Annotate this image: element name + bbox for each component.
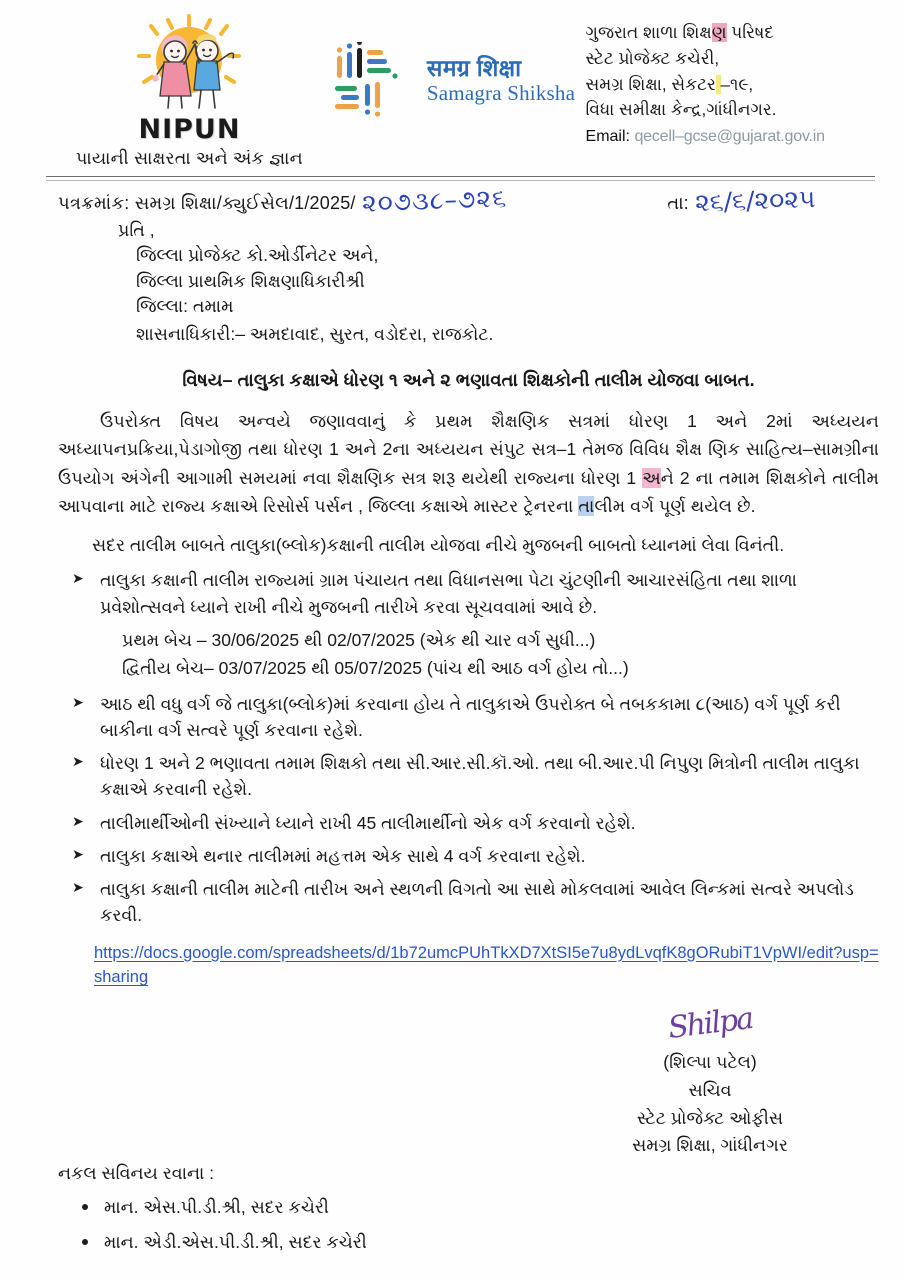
reference-label: પત્રક્રમાંક: સમગ્ર શિક્ષા/ક્યુઈસેલ/1/2025/ [58,193,356,213]
addressee-salutation: પ્રતિ , [118,220,155,240]
paragraph-1-segment-c: લીમ વર્ગ પૂર્ણ થયેલ છે. [594,496,756,516]
samagra-shiksha-text [427,55,575,106]
email-address: qecell–gcse@gujarat.gov.in [634,128,825,146]
instructions-list-continued [58,691,879,929]
list-item: માન. એસ.પી.ડી.શ્રી, સદર કચેરી [58,1194,367,1220]
subject-line: વિષય– તાલુકા કક્ષાએ ધોરણ ૧ અને ૨ ભણાવતા શિક્ષકોની તાલીમ યોજવા બાબત. [182,369,755,390]
batch-line: દ્વિતીય બેચ– 03/07/2025 થી 05/07/2025 (પાંચ થી આઠ વર્ગ હોય તો...) [122,658,629,679]
signatory-designation: સચિવ [688,1080,732,1101]
address-line-3 [586,72,877,98]
addressee-district: જિલ્લા: તમામ [136,296,234,317]
samagra-hindi-text: समग्र शिक्षा [426,54,522,81]
address-line-1-a: ગુજરાત શાળા શિક્ષ [585,23,712,42]
address-line-1-b: પરિષદ [726,23,774,42]
list-item: માન. એડી.એસ.પી.ડી.શ્રી, સદર કચેરી [58,1229,367,1255]
signature-block [560,1000,860,1160]
paragraph-1-highlight-blue: તા [578,496,595,516]
nipun-logo-block [68,14,311,169]
nipun-tagline: પાયાની સાક્ષરતા અને અંક જ્ઞાન [75,148,303,168]
paragraph-1-segment-b: ને 2 ના તમામ શિક્ષકોને તાલીમ આપવાના માટે રાજ્ય કક્ષાએ રિસોર્સ પર્સન , જિલ્લા કક્ષાએ માસ્ટર ટ્રેનરના [58,467,879,516]
date-label: તા: [667,193,689,213]
header-divider-bottom [46,180,875,181]
signatory-name: (શિલ્પા પટેલ) [663,1052,757,1073]
reference-line [58,183,885,218]
handwritten-signature: Shilpa [666,1001,754,1046]
address-line-3-a: સમગ્ર શિક્ષા, સેકટર [585,74,716,94]
email-row [586,125,877,149]
body-lead-in: સદર તાલીમ બાબતે તાલુકા(બ્લોક)કક્ષાની તાલીમ યોજવા નીચે મુજબની બાબતો ધ્યાનમાં લેવા વિનંતી. [92,535,785,556]
address-line-3-b: –૧૯, [720,74,754,94]
address-line-2: સ્ટેટ પ્રોજેક્ટ કચેરી, [585,48,720,68]
copy-to-title: નકલ સવિનય રવાના : [58,1163,215,1183]
signatory-office: સ્ટેટ પ્રોજેક્ટ ઓફીસ [636,1107,784,1128]
paragraph-1-highlight-pink: અ [642,467,661,488]
list-item: ➤ તાલુકા કક્ષાએ થનાર તાલીમમાં મહત્તમ એક સાથે 4 વર્ગ કરવાના રહેશે. [58,843,879,869]
batch-line: પ્રથમ બેચ – 30/06/2025 થી 02/07/2025 (એક થી ચાર વર્ગ સુધી...) [122,629,596,650]
date-block [667,183,816,218]
email-label: Email: [585,128,630,146]
samagra-shiksha-mark-icon [333,42,417,118]
letterhead-header [0,0,905,175]
samagra-shiksha-logo-block [333,42,586,118]
nipun-wordmark: NIPUN [138,114,241,145]
body-paragraph-1 [58,407,879,520]
batch-schedule-block [122,626,879,683]
header-divider-top [46,176,875,177]
list-item: ➤ ધોરણ 1 અને 2 ભણાવતા તમામ શિક્ષકો તથા સી.આર.સી.કૉ.ઓ. તથા બી.આર.પી નિપુણ મિત્રોની તાલીમ તાલુકા કક્ષાએ કરવાની રહેશે. [58,750,879,803]
reference-handwritten-number: ૨૦૭૩૮–૭૨૬ [361,183,508,218]
list-item: ➤ તાલુકા કક્ષાની તાલીમ માટેની તારીખ અને સ્થળની વિગતો આ સાથે મોકલવામાં આવેલ લિન્કમાં સત્વરે અપલોડ કરવી. [58,876,879,929]
nipun-illustration-icon [94,14,284,122]
list-item: ➤ તાલીમાર્થીઓની સંખ્યાને ધ્યાને રાખી 45 તાલીમાર્થીનો એક વર્ગ કરવાનો રહેશે. [58,810,879,836]
addressee-line-1: જિલ્લા પ્રોજેક્ટ કો.ઓર્ડીનેટર અને, [136,245,379,266]
samagra-english-text: Samagra Shiksha [426,81,576,106]
addressee-administrators: શાસનાધિકારી:– અમદાવાદ, સુરત, વડોદરા, રાજકોટ. [136,323,494,344]
copy-to-list [58,1194,367,1255]
address-line-4: વિધા સમીક્ષા કેન્દ્ર,ગાંધીનગર. [585,100,777,120]
letter-body [58,218,879,990]
paragraph-1-segment-a: ઉપરોક્ત વિષય અન્વયે જણાવવાનું કે પ્રથમ શૈક્ષણિક સત્રમાં ધોરણ 1 અને 2માં અધ્યયન અધ્યાપનપ્રક્રિયા,પેડાગોજી તથા ધોરણ 1 અને 2ના અધ્યયન સંપુટ સત્ર–1 તેમજ વિવિધ શૈક્ષ ણિક સાહિત્ય–સામગ્રીના ઉપયોગ અંગેની આગામી સમયમાં નવા શૈક્ષણિક સત્ર શરૂ થયેથી રાજ્યના ધોરણ 1 [58,410,879,488]
address-line-1-highlight: ણ [711,23,727,42]
list-item: ➤ આઠ થી વધુ વર્ગ જે તાલુકા(બ્લોક)માં કરવાના હોય તે તાલુકાએ ઉપરોક્ત બે તબકકામા ૮(આઠ) વર્ગ પૂર્ણ કરી બાકીના વર્ગ સત્વરે પૂર્ણ કરવાના રહેશે. [58,691,879,744]
signatory-organization: સમગ્ર શિક્ષા, ગાંધીનગર [632,1135,788,1156]
date-handwritten-value: ૨૬/૬/૨૦૨૫ [694,183,816,218]
addressee-line-2: જિલ્લા પ્રાથમિક શિક્ષણાધિકારીશ્રી [136,270,365,291]
address-line-1 [586,20,877,46]
instructions-list [58,567,879,620]
copy-to-block [58,1160,367,1255]
google-sheet-link[interactable] [94,941,879,991]
google-sheet-link-text[interactable]: https://docs.google.com/spreadsheets/d/1b72umcPUhTkXD7XtSI5e7u8ydLvqfK8gORubiT1VpWI/edit?usp=sharing [94,943,879,987]
list-item: ➤ તાલુકા કક્ષાની તાલીમ રાજ્યમાં ગ્રામ પંચાયત તથા વિધાનસભા પેટા ચુંટણીની આચારસંહિતા તથા શાળા પ્રવેશોત્સવને ધ્યાને રાખી નીચે મુજબની તારીખે કરવા સૂચવવામાં આવે છે. [58,567,879,620]
issuing-office-address [586,20,877,150]
